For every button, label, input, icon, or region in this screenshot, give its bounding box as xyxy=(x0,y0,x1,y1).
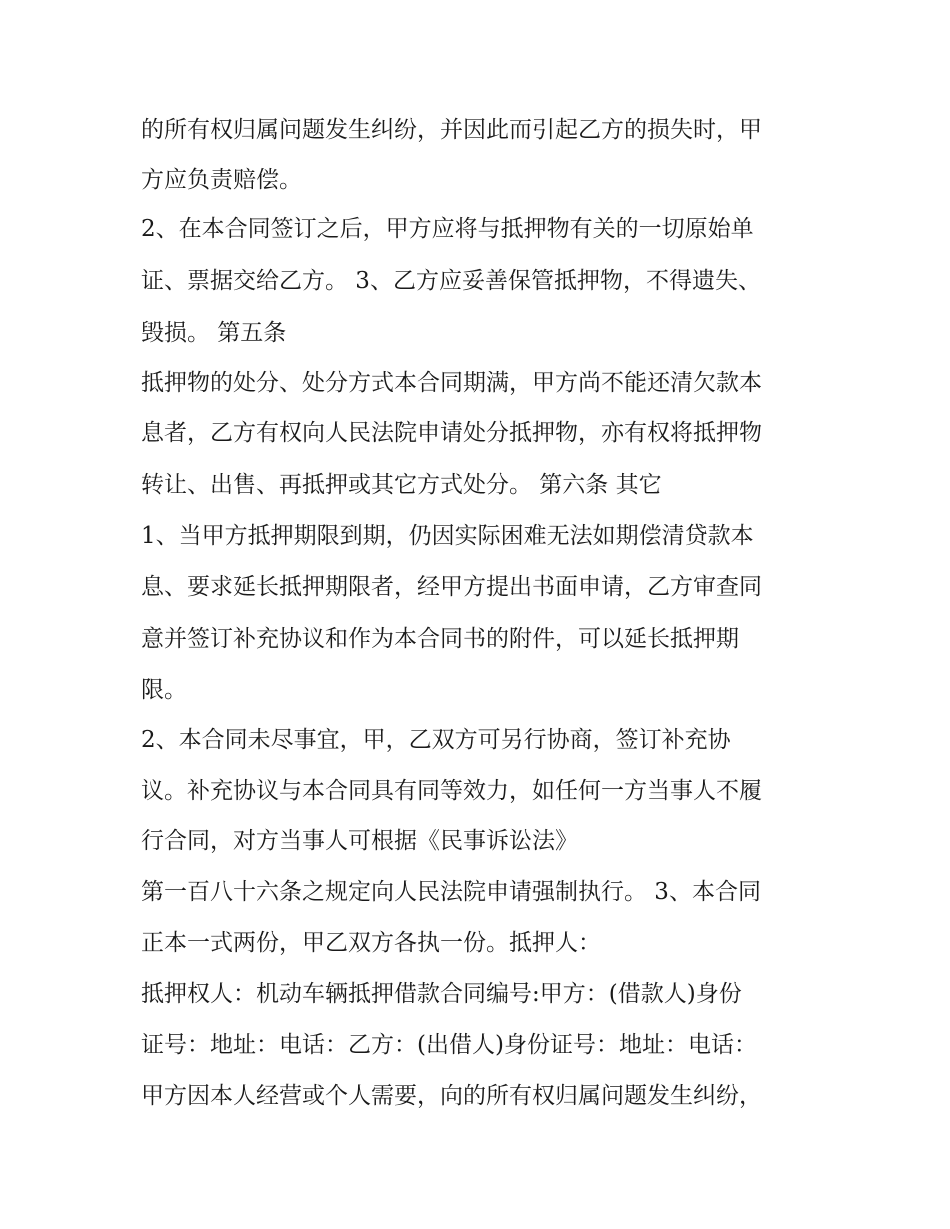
text-line: 议。补充协议与本合同具有同等效力，如任何一方当事人不履 xyxy=(141,778,762,804)
text-line: 意并签订补充协议和作为本合同书的附件，可以延长抵押期 xyxy=(141,626,739,652)
text-line: 第一百八十六条之规定向人民法院申请强制执行。 3、本合同 xyxy=(141,879,761,905)
text-line: 转让、出售、再抵押或其它方式处分。 第六条 其它 xyxy=(141,472,662,498)
text-line: 行合同，对方当事人可根据《民事诉讼法》 xyxy=(141,828,578,854)
text-line: 方应负责赔偿。 xyxy=(141,167,302,193)
text-line: 毁损。 第五条 xyxy=(141,320,287,346)
text-line: 2、本合同未尽事宜，甲，乙双方可另行协商，签订补充协 xyxy=(141,727,731,753)
text-line: 限。 xyxy=(141,677,187,703)
text-line: 的所有权归属问题发生纠纷，并因此而引起乙方的损失时，甲 xyxy=(141,117,762,143)
text-line: 1、当甲方抵押期限到期，仍因实际困难无法如期偿清贷款本 xyxy=(141,523,754,549)
text-line: 证、票据交给乙方。 3、乙方应妥善保管抵押物，不得遗失、 xyxy=(141,268,761,294)
text-line: 息、要求延长抵押期限者，经甲方提出书面申请，乙方审查同 xyxy=(141,574,762,600)
text-line: 抵押物的处分、处分方式本合同期满，甲方尚不能还清欠款本 xyxy=(141,370,762,396)
text-line: 抵押权人：机动车辆抵押借款合同编号:甲方：(借款人)身份 xyxy=(141,981,742,1007)
text-line: 证号：地址：电话：乙方：(出借人)身份证号：地址：电话： xyxy=(141,1032,757,1058)
text-line: 2、在本合同签订之后，甲方应将与抵押物有关的一切原始单 xyxy=(141,216,754,242)
text-line: 甲方因本人经营或个人需要，向的所有权归属问题发生纠纷， xyxy=(141,1083,762,1109)
text-line: 正本一式两份，甲乙双方各执一份。抵押人： xyxy=(141,930,601,956)
text-line: 息者，乙方有权向人民法院申请处分抵押物，亦有权将抵押物 xyxy=(141,420,762,446)
